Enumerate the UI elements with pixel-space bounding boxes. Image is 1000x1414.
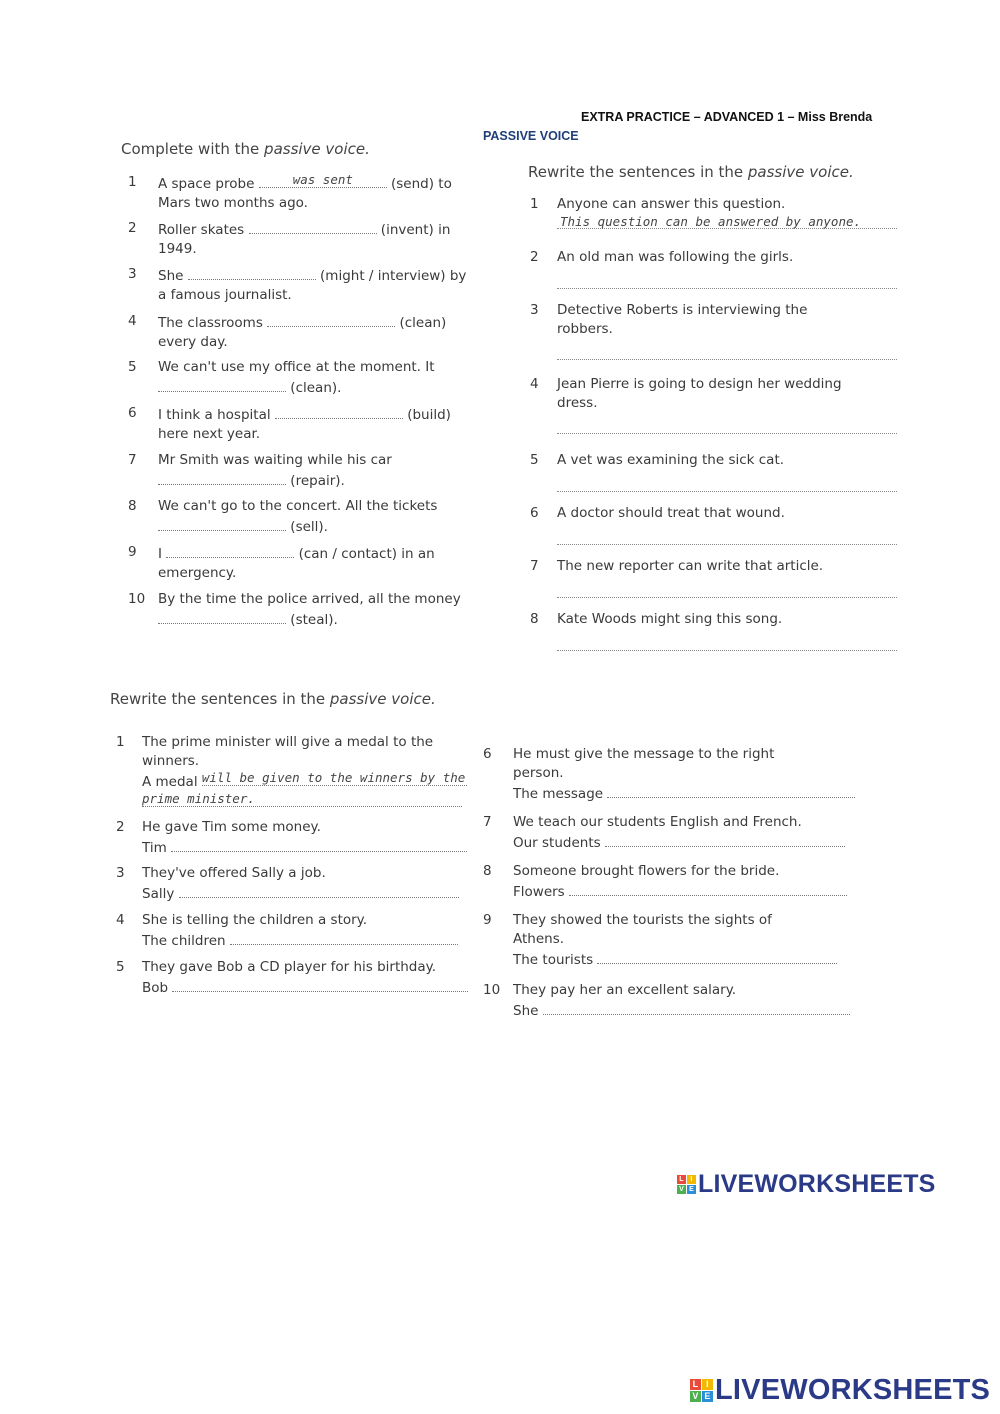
verb-hint: (clean). bbox=[290, 380, 342, 396]
exercise-1-item bbox=[128, 451, 478, 493]
exercise-2-item bbox=[530, 375, 900, 425]
item-sentence: dress. bbox=[557, 395, 598, 411]
verb-hint: (send) to bbox=[390, 176, 452, 192]
answer-blank[interactable] bbox=[230, 930, 458, 945]
answer-line[interactable] bbox=[557, 597, 897, 598]
answer-start: Our students bbox=[513, 835, 601, 851]
answer-row bbox=[513, 949, 853, 970]
logo-square: I bbox=[702, 1379, 713, 1390]
item-line bbox=[158, 404, 483, 425]
item-text bbox=[513, 813, 853, 853]
item-number: 9 bbox=[128, 544, 137, 560]
item-line: every day. bbox=[158, 334, 228, 350]
answer-blank[interactable] bbox=[171, 837, 467, 852]
item-sentence: She is telling the children a story. bbox=[142, 912, 368, 928]
answer-blank[interactable] bbox=[172, 977, 468, 992]
answer-blank[interactable] bbox=[142, 792, 462, 807]
item-line bbox=[158, 497, 483, 516]
answer-blank[interactable] bbox=[249, 219, 377, 234]
verb-hint: (sell). bbox=[290, 519, 328, 535]
item-number: 7 bbox=[128, 452, 137, 468]
item-text bbox=[557, 504, 897, 523]
item-sentence: They showed the tourists the sights of bbox=[513, 912, 772, 928]
exercise-1-item bbox=[128, 590, 478, 632]
item-sentence: The new reporter can write that article. bbox=[557, 558, 824, 574]
answer-line[interactable] bbox=[557, 359, 897, 360]
verb-hint: (steal). bbox=[290, 612, 338, 628]
answer-text: This question can be answered by anyone. bbox=[560, 214, 862, 229]
item-line: here next year. bbox=[158, 426, 261, 442]
answer-start: The message bbox=[513, 786, 604, 802]
logo-square: I bbox=[687, 1175, 696, 1184]
exercise-3-item bbox=[116, 733, 466, 813]
item-line bbox=[158, 451, 483, 470]
answer-start: Tim bbox=[142, 840, 167, 856]
answer-row bbox=[513, 783, 853, 804]
item-sentence: Someone brought flowers for the bride. bbox=[513, 863, 780, 879]
item-prompt: Roller skates bbox=[158, 222, 245, 238]
answer-text: prime minister. bbox=[142, 791, 255, 806]
item-prompt: We can't use my office at the moment. It bbox=[158, 359, 435, 375]
item-prompt: By the time the police arrived, all the money bbox=[158, 591, 461, 607]
item-number: 1 bbox=[116, 734, 125, 750]
logo-square: E bbox=[687, 1185, 696, 1194]
item-number: 4 bbox=[116, 912, 125, 928]
answer-blank[interactable] bbox=[188, 265, 316, 280]
logo-square: V bbox=[677, 1185, 686, 1194]
answer-blank[interactable] bbox=[166, 543, 294, 558]
exercise-3-instruction: Rewrite the sentences in the passive voice. bbox=[110, 690, 436, 708]
item-text bbox=[158, 543, 483, 583]
item-line bbox=[158, 377, 483, 398]
answer-blank[interactable] bbox=[569, 881, 847, 896]
item-sentence: Detective Roberts is interviewing the bbox=[557, 302, 808, 318]
item-number: 5 bbox=[128, 359, 137, 375]
verb-hint: (repair). bbox=[290, 473, 345, 489]
item-text bbox=[142, 864, 467, 904]
item-text bbox=[142, 818, 467, 858]
item-text bbox=[158, 404, 483, 444]
exercise-1-instruction: Complete with the passive voice. bbox=[121, 140, 370, 158]
answer-blank[interactable] bbox=[259, 173, 387, 188]
answer-row bbox=[142, 837, 467, 858]
item-text bbox=[557, 375, 897, 413]
item-number: 9 bbox=[483, 912, 492, 928]
item-sentence: The prime minister will give a medal to the bbox=[142, 734, 434, 750]
item-number: 1 bbox=[530, 196, 539, 212]
exercise-3-item bbox=[483, 981, 853, 1051]
item-number: 8 bbox=[530, 611, 539, 627]
exercise-1-item bbox=[128, 265, 478, 307]
item-line: a famous journalist. bbox=[158, 287, 292, 303]
liveworksheets-logo-text: LIVEWORKSHEETS bbox=[715, 1374, 991, 1406]
item-sentence: winners. bbox=[142, 753, 200, 769]
item-number: 3 bbox=[128, 266, 137, 282]
item-text bbox=[557, 557, 897, 576]
answer-row bbox=[513, 832, 853, 853]
answer-blank[interactable] bbox=[202, 771, 468, 786]
item-text bbox=[513, 862, 853, 902]
answer-blank[interactable] bbox=[275, 404, 403, 419]
answer-start: Sally bbox=[142, 886, 175, 902]
item-number: 6 bbox=[530, 505, 539, 521]
answer-blank[interactable] bbox=[158, 516, 286, 531]
item-text bbox=[142, 958, 467, 998]
answer-text: was sent bbox=[292, 172, 353, 187]
worksheet-subtitle: PASSIVE VOICE bbox=[483, 129, 579, 143]
item-text bbox=[142, 911, 467, 951]
exercise-2-item bbox=[530, 610, 900, 660]
item-text bbox=[513, 745, 853, 804]
item-number: 5 bbox=[116, 959, 125, 975]
answer-start: A medal bbox=[142, 774, 198, 790]
answer-blank[interactable] bbox=[605, 832, 845, 847]
worksheet-title: EXTRA PRACTICE – ADVANCED 1 – Miss Brenda bbox=[581, 110, 873, 124]
logo-square: E bbox=[702, 1391, 713, 1402]
answer-start: She bbox=[513, 1003, 539, 1019]
item-line bbox=[158, 609, 483, 630]
exercise-2-item bbox=[530, 301, 900, 351]
verb-hint: (might / interview) by bbox=[320, 268, 467, 284]
item-number: 5 bbox=[530, 452, 539, 468]
liveworksheets-logo-middle bbox=[677, 1170, 936, 1199]
item-text bbox=[513, 911, 853, 970]
item-number: 2 bbox=[128, 220, 137, 236]
item-text bbox=[158, 219, 483, 259]
answer-text: will be given to the winners by the bbox=[201, 770, 466, 785]
exercise-2-instruction: Rewrite the sentences in the passive voice. bbox=[528, 163, 854, 181]
item-line bbox=[158, 516, 483, 537]
exercise-3-item bbox=[483, 745, 853, 815]
answer-row bbox=[142, 977, 467, 998]
item-sentence: person. bbox=[513, 765, 564, 781]
answer-start: The children bbox=[142, 933, 226, 949]
item-sentence: robbers. bbox=[557, 321, 613, 337]
answer-blank[interactable] bbox=[543, 1000, 851, 1015]
logo-square: L bbox=[690, 1379, 701, 1390]
answer-blank[interactable] bbox=[158, 470, 286, 485]
exercise-1-item bbox=[128, 543, 478, 585]
exercise-3-item bbox=[116, 958, 466, 1038]
item-number: 6 bbox=[128, 405, 137, 421]
verb-hint: (build) bbox=[407, 407, 451, 423]
exercise-2-item bbox=[530, 504, 900, 554]
answer-blank[interactable] bbox=[158, 609, 286, 624]
liveworksheets-logo-bottom bbox=[690, 1374, 990, 1407]
item-number: 3 bbox=[530, 302, 539, 318]
exercise-2-item bbox=[530, 557, 900, 607]
answer-start: Flowers bbox=[513, 884, 565, 900]
item-sentence: Athens. bbox=[513, 931, 565, 947]
exercise-1-item bbox=[128, 404, 478, 446]
item-number: 2 bbox=[116, 819, 125, 835]
item-text bbox=[158, 265, 483, 305]
item-text bbox=[557, 451, 897, 470]
liveworksheets-logo-icon bbox=[677, 1175, 696, 1194]
item-prompt: The classrooms bbox=[158, 315, 263, 331]
item-line bbox=[158, 590, 483, 609]
item-sentence: Anyone can answer this question. bbox=[557, 196, 786, 212]
item-prompt: A space probe bbox=[158, 176, 255, 192]
item-sentence: They pay her an excellent salary. bbox=[513, 982, 737, 998]
item-sentence: He gave Tim some money. bbox=[142, 819, 321, 835]
answer-row bbox=[142, 883, 467, 904]
item-text bbox=[557, 301, 897, 339]
exercise-1-item bbox=[128, 173, 478, 215]
item-sentence: A vet was examining the sick cat. bbox=[557, 452, 785, 468]
answer-row bbox=[513, 1000, 853, 1021]
item-number: 6 bbox=[483, 746, 492, 762]
item-number: 1 bbox=[128, 174, 137, 190]
answer-row bbox=[513, 881, 853, 902]
item-line: 1949. bbox=[158, 241, 197, 257]
exercise-2-item bbox=[530, 451, 900, 501]
item-number: 7 bbox=[483, 814, 492, 830]
item-sentence: They gave Bob a CD player for his birthday. bbox=[142, 959, 437, 975]
answer-start: Bob bbox=[142, 980, 169, 996]
item-sentence: He must give the message to the right bbox=[513, 746, 775, 762]
item-sentence: They've offered Sally a job. bbox=[142, 865, 326, 881]
item-number: 10 bbox=[128, 591, 146, 607]
item-sentence: Kate Woods might sing this song. bbox=[557, 611, 783, 627]
item-prompt: I bbox=[158, 546, 162, 562]
item-text bbox=[158, 451, 483, 491]
item-text bbox=[557, 610, 897, 629]
answer-line[interactable] bbox=[557, 544, 897, 545]
answer-blank[interactable] bbox=[158, 377, 286, 392]
answer-blank[interactable] bbox=[267, 312, 395, 327]
item-sentence: Jean Pierre is going to design her wedding bbox=[557, 376, 842, 392]
verb-hint: (can / contact) in an bbox=[298, 546, 435, 562]
item-line bbox=[158, 358, 483, 377]
item-number: 7 bbox=[530, 558, 539, 574]
item-text bbox=[158, 358, 483, 398]
answer-row bbox=[142, 930, 467, 951]
exercise-1-item bbox=[128, 219, 478, 261]
item-prompt: We can't go to the concert. All the tickets bbox=[158, 498, 438, 514]
item-prompt: I think a hospital bbox=[158, 407, 271, 423]
logo-square: L bbox=[677, 1175, 686, 1184]
exercise-3-item bbox=[483, 911, 853, 981]
exercise-1-item bbox=[128, 312, 478, 354]
item-line bbox=[158, 470, 483, 491]
item-text bbox=[513, 981, 853, 1021]
exercise-1-item bbox=[128, 358, 478, 400]
answer-line[interactable] bbox=[557, 433, 897, 434]
answer-blank[interactable] bbox=[597, 949, 837, 964]
item-prompt: She bbox=[158, 268, 184, 284]
answer-line[interactable] bbox=[557, 650, 897, 651]
item-text bbox=[158, 497, 483, 537]
item-line bbox=[158, 312, 483, 333]
answer-line[interactable] bbox=[557, 288, 897, 289]
exercise-2-item bbox=[530, 248, 900, 298]
answer-row bbox=[142, 792, 467, 811]
item-sentence: An old man was following the girls. bbox=[557, 249, 794, 265]
item-line bbox=[158, 173, 483, 194]
liveworksheets-logo-icon bbox=[690, 1379, 713, 1402]
item-text bbox=[142, 733, 467, 811]
item-number: 3 bbox=[116, 865, 125, 881]
item-prompt: Mr Smith was waiting while his car bbox=[158, 452, 392, 468]
item-number: 2 bbox=[530, 249, 539, 265]
item-line: Mars two months ago. bbox=[158, 195, 308, 211]
item-number: 4 bbox=[530, 376, 539, 392]
item-sentence: A doctor should treat that wound. bbox=[557, 505, 785, 521]
item-number: 4 bbox=[128, 313, 137, 329]
verb-hint: (clean) bbox=[399, 315, 447, 331]
logo-square: V bbox=[690, 1391, 701, 1402]
exercise-1-item bbox=[128, 497, 478, 539]
item-number: 8 bbox=[128, 498, 137, 514]
item-line: emergency. bbox=[158, 565, 237, 581]
verb-hint: (invent) in bbox=[380, 222, 451, 238]
item-number: 8 bbox=[483, 863, 492, 879]
exercise-2-item bbox=[530, 195, 900, 245]
item-text bbox=[557, 248, 897, 267]
item-text bbox=[158, 312, 483, 352]
answer-line[interactable] bbox=[557, 491, 897, 492]
answer-blank[interactable] bbox=[607, 783, 855, 798]
answer-blank[interactable] bbox=[179, 883, 460, 898]
item-line bbox=[158, 219, 483, 240]
item-number: 10 bbox=[483, 982, 501, 998]
answer-start: The tourists bbox=[513, 952, 594, 968]
liveworksheets-logo-text: LIVEWORKSHEETS bbox=[698, 1170, 936, 1198]
item-text bbox=[158, 590, 483, 630]
item-line bbox=[158, 543, 483, 564]
item-text bbox=[158, 173, 483, 213]
item-sentence: We teach our students English and French. bbox=[513, 814, 802, 830]
item-line bbox=[158, 265, 483, 286]
